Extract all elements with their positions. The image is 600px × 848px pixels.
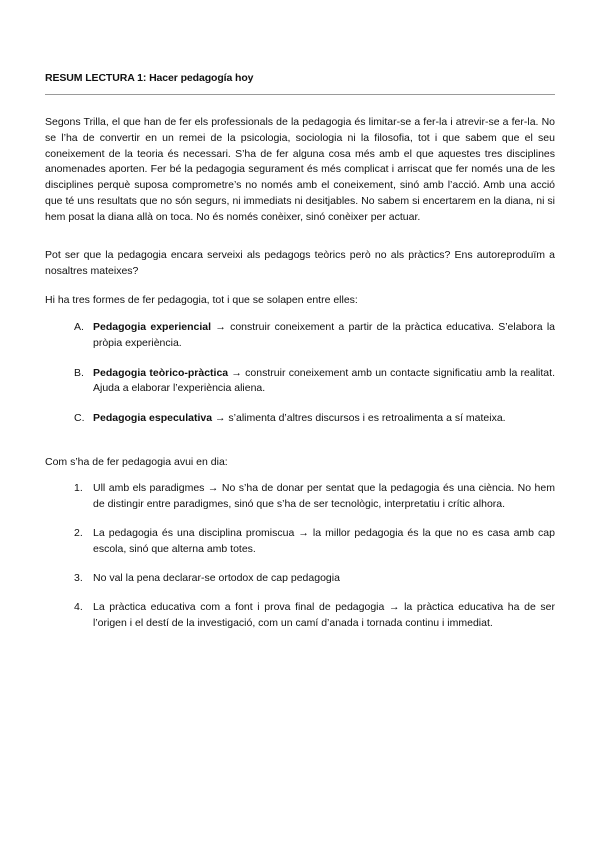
list-item <box>45 411 555 427</box>
list-marker: 3. <box>74 572 83 585</box>
list-item <box>45 526 555 558</box>
intro-paragraph: Segons Trilla, el que han de fer els professionals de la pedagogia és limitar-se a fer-la i atrevir-se a fer-la. No se l’ha de convertir en un remei de la psicologia, sociologia ni la filosofia, tot i que sabem que el seu coneixement de la teoria és necessari. S’ha de fer alguna cosa més amb el que aquestes tres disciplines anomenades aporten. Fer bé la pedagogia segurament és més complicat i arriscat que fer només una de les disciplines perquè suposa comprometre’s no només amb el coneixement, sinó amb l’acció. Amb una acció que té uns resultats que no són segurs, ni immediats ni desitjables. No sabem si encertarem en la diana, ni si hem posat la diana allà on toca. No és només conèixer, sinó conèixer per actuar. <box>45 116 555 223</box>
how-intro-paragraph: Com s’ha de fer pedagogia avui en dia: <box>45 456 228 468</box>
list-item <box>45 320 555 352</box>
question-paragraph: Pot ser que la pedagogia encara serveixi als pedagogs teòrics però no als pràctics? Ens autoreproduïm a nosaltres mateixes? <box>45 249 555 277</box>
document-title: RESUM LECTURA 1: Hacer pedagogía hoy <box>45 72 254 84</box>
list-item-term: Pedagogia teòrico-pràctica <box>93 366 229 379</box>
list-item-term: Pedagogia experiencial <box>93 321 212 333</box>
list-marker: C. <box>74 412 85 425</box>
forms-intro-paragraph: Hi ha tres formes de fer pedagogia, tot i que se solapen entre elles: <box>45 294 358 306</box>
list-item <box>45 600 555 632</box>
list-item-text: → s’alimenta d’altres discursos i es retroalimenta a sí mateixa. <box>212 412 506 425</box>
list-item-term: Pedagogia especulativa <box>93 412 213 425</box>
list-marker: 1. <box>74 482 83 494</box>
list-marker: A. <box>74 321 84 333</box>
list-item <box>45 481 555 513</box>
list-item-text: Ull amb els paradigmes → No s’ha de donar per sentat que la pedagogia és una ciència. No hem de distingir entre paradigmes, sinó que s’ha de ser tecnològic, interpretatiu i crític alhora. <box>93 482 555 510</box>
list-item-text: La pedagogia és una disciplina promiscua → la millor pedagogia és la que no es casa amb cap escola, sinó que alterna amb totes. <box>93 527 555 555</box>
list-item-text: La pràctica educativa com a font i prova final de pedagogia → la pràctica educativa ha de ser l’origen i el destí de la investigació, com un camí d’anada i tornada continu i immediat. <box>93 601 555 630</box>
list-item-text: → construir coneixement amb un contacte significatiu amb la realitat. Ajuda a elaborar l’experiència aliena. <box>93 366 555 395</box>
how-list <box>45 481 555 646</box>
list-marker: B. <box>74 366 84 379</box>
list-item <box>45 571 555 587</box>
title-divider <box>45 94 555 95</box>
list-marker: 2. <box>74 527 83 540</box>
list-marker: 4. <box>74 601 83 614</box>
forms-list <box>45 320 555 441</box>
list-item-text: → construir coneixement a partir de la pràctica educativa. S’elabora la pròpia experiència. <box>93 321 555 349</box>
list-item-text: No val la pena declarar-se ortodox de cap pedagogia <box>93 572 340 585</box>
list-item <box>45 366 555 398</box>
